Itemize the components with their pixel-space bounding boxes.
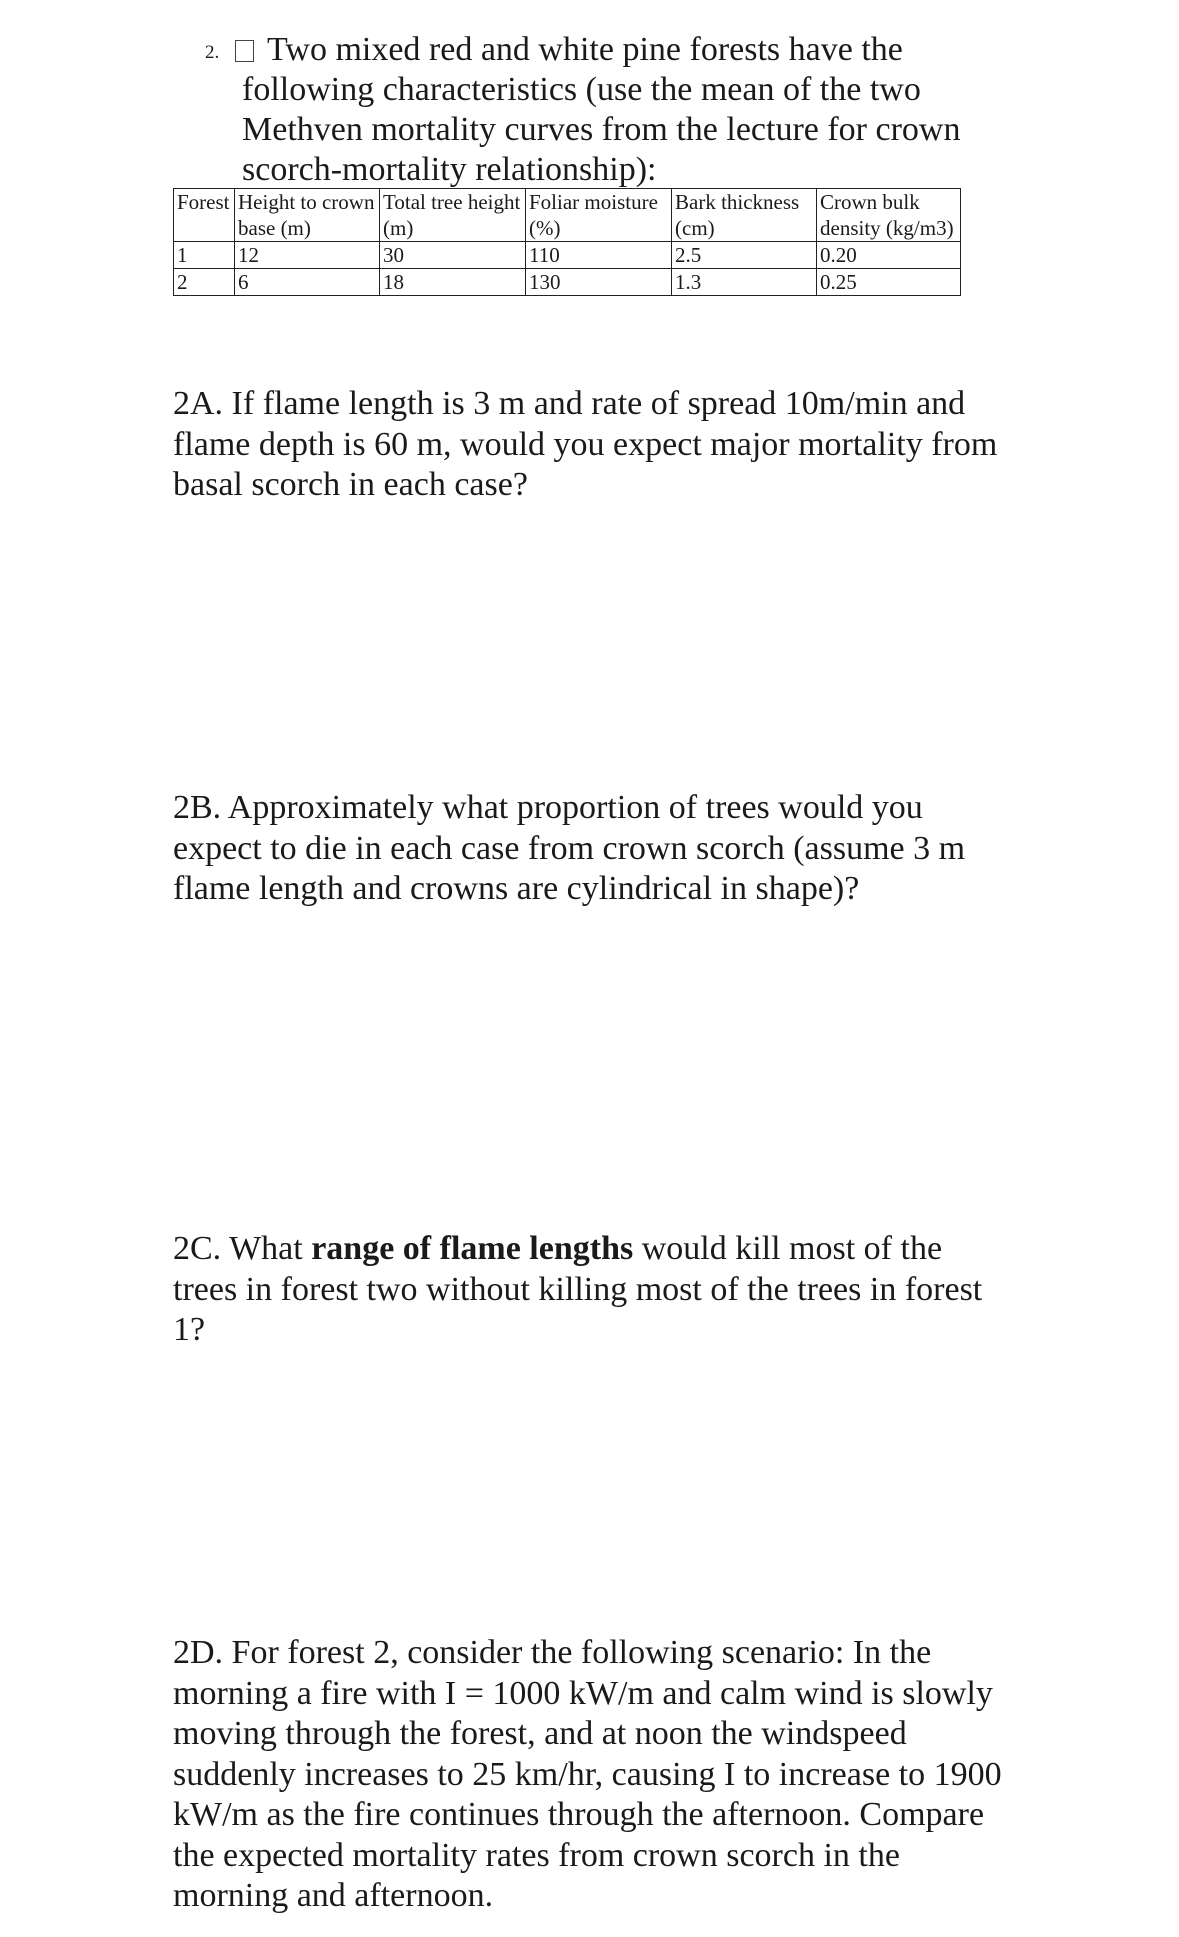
table-cell: 110 [526,242,672,269]
table-cell: 2.5 [672,242,817,269]
question-2-text: Two mixed red and white pine forests have the following characteristics (use the mean of the two Methven mortality curves from the lecture for crown scorch-mortality relationship): [242,31,961,188]
table-cell: 2 [174,269,235,296]
table-cell: 1 [174,242,235,269]
checkbox-glyph [235,40,254,62]
header-forest: Forest [174,189,235,242]
question-2b: 2B. Approximately what proportion of trees would you expect to die in each case from crown scorch (assume 3 m flame length and crowns are cylindrical in shape)? [173,789,966,907]
question-2a: 2A. If flame length is 3 m and rate of spread 10m/min and flame depth is 60 m, would you expect major mortality from basal scorch in each case? [173,385,998,503]
header-bark-thickness: Bark thickness (cm) [672,189,817,242]
table-row [174,242,961,269]
table-header-row [174,189,961,242]
table-cell: 18 [380,269,526,296]
question-2-intro [205,30,1005,190]
header-crown-bulk-density: Crown bulk density (kg/m3) [817,189,961,242]
table-cell: 130 [526,269,672,296]
question-2d: 2D. For forest 2, consider the following scenario: In the morning a fire with I = 1000 kW/m and calm wind is slowly moving through the forest, and at noon the windspeed suddenly increases to 25 km/hr, causing I to increase to 1900 kW/m as the fire continues through the afternoon. Compare the expected mortality rates from crown scorch in the morning and afternoon. [173,1634,1002,1914]
table-cell: 30 [380,242,526,269]
question-2c-end: would kill most of the trees in forest two without killing most of the trees in forest 1? [173,1230,983,1348]
header-total-tree-height: Total tree height (m) [380,189,526,242]
table-row [174,269,961,296]
table-cell: 0.20 [817,242,961,269]
table-cell: 6 [235,269,380,296]
header-foliar-moisture: Foliar moisture (%) [526,189,672,242]
table-cell: 1.3 [672,269,817,296]
question-number: 2. [205,42,220,63]
question-2c-start: 2C. What [173,1230,312,1267]
question-2c-emphasis: range of flame lengths [311,1230,634,1267]
table-cell: 12 [235,242,380,269]
table-cell: 0.25 [817,269,961,296]
question-2c [173,1229,1013,1351]
header-height-to-crown-base: Height to crown base (m) [235,189,380,242]
forest-characteristics-table [173,188,961,296]
